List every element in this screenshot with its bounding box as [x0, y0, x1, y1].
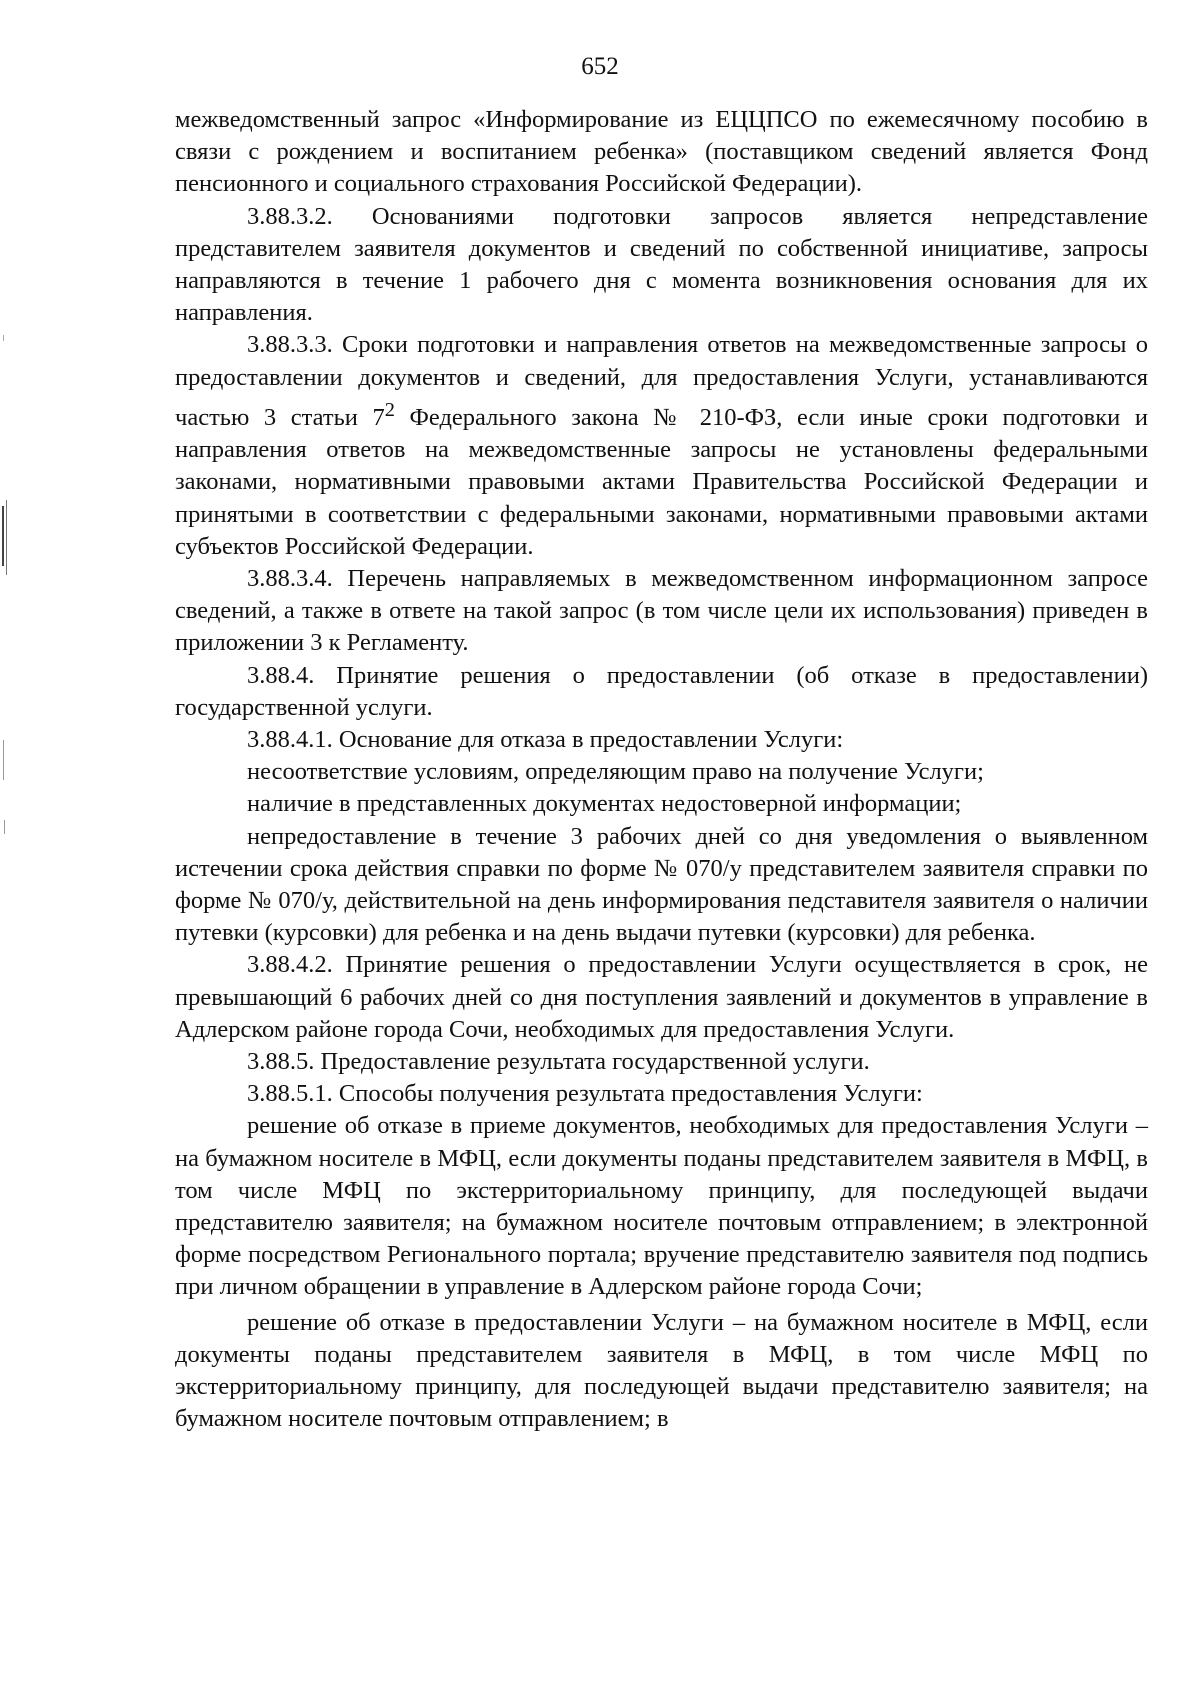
paragraph-3-88-5: 3.88.5. Предоставление результата государственной услуги. — [247, 1048, 870, 1076]
refusal-ground-2: наличие в представленных документах недостоверной информации; — [247, 790, 962, 818]
paragraph-3-88-3-4: 3.88.3.4. Перечень направляемых в межведомственном информационном запросе сведений, а также в ответе на такой запрос (в том числе цели их использования) приведен в приложении 3 к Регламенту. — [175, 565, 1148, 657]
paragraph-3-88-3-3-part-2: Федерального закона № 210-ФЗ, если иные сроки подготовки и направления ответов на межведомственные запросы не установлены федеральными законами, нормативными правовыми актами Правительства Российской Федерации и принятыми в соответствии с федеральными законами, нормативными правовыми актами субъектов Российской Федерации. — [175, 403, 1148, 560]
scan-edge-mark — [3, 740, 4, 780]
refusal-ground-3: непредоставление в течение 3 рабочих дней со дня уведомления о выявленном истечении срока действия справки по форме № 070/у представителем заявителя справки по форме № 070/у, действительной на день информирования педставителя заявителя о наличии путевки (курсовки) для ребенка и на день выдачи путевки (курсовки) для ребенка. — [175, 822, 1148, 947]
scan-edge-mark — [2, 506, 4, 566]
paragraph-3-88-4-1: 3.88.4.1. Основание для отказа в предоставлении Услуги: — [247, 726, 844, 754]
paragraph-3-88-5-1: 3.88.5.1. Способы получения результата предоставления Услуги: — [247, 1080, 923, 1108]
refusal-ground-1: несоответствие условиям, определяющим право на получение Услуги; — [247, 758, 984, 786]
scan-edge-mark — [6, 500, 7, 575]
result-method-refusal-provision: решение об отказе в предоставлении Услуги – на бумажном носителе в МФЦ, если документы поданы представителем заявителя в МФЦ, в том числе МФЦ по экстерриториальному принципу, для последующей выдачи представителю заявителя; на бумажном носителе почтовым отправлением; в — [175, 1308, 1148, 1433]
paragraph-3-88-3-2: 3.88.3.2. Основаниями подготовки запросов является непредставление представителем заявителя документов и сведений по собственной инициативе, запросы направляются в течение 1 рабочего дня с момента возникновения основания для их направления. — [175, 202, 1148, 327]
paragraph-intro-continuation: межведомственный запрос «Информирование из ЕЦЦПСО по ежемесячному пособию в связи с рождением и воспитанием ребенка» (поставщиком сведений является Фонд пенсионного и социального страхования Российской Федерации). — [175, 106, 1148, 198]
paragraph-3-88-4-2: 3.88.4.2. Принятие решения о предоставлении Услуги осуществляется в срок, не превышающий 6 рабочих дней со дня поступления заявлений и документов в управление в Адлерском районе города Сочи, необходимых для предоставления Услуги. — [175, 951, 1148, 1043]
paragraph-3-88-3-3-part-1: 3.88.3.3. Сроки подготовки и направления ответов на межведомственные запросы о предоставлении документов и сведений, для предоставления Услуги, устанавливаются частью 3 статьи 7 — [175, 331, 1148, 431]
paragraph-3-88-3-3 — [175, 329, 1148, 563]
scan-edge-mark — [4, 820, 5, 834]
document-body — [175, 104, 1148, 1435]
result-method-refusal-acceptance: решение об отказе в приеме документов, необходимых для предоставления Услуги – на бумажном носителе в МФЦ, если документы поданы представителем заявителя в МФЦ, в том числе МФЦ по экстерриториальному принципу, для последующей выдачи представителю заявителя; на бумажном носителе почтовым отправлением; в электронной форме посредством Регионального портала; вручение представителю заявителя под подпись при личном обращении в управление в Адлерском районе города Сочи; — [175, 1112, 1148, 1301]
page-number: 652 — [581, 53, 619, 80]
paragraph-3-88-4: 3.88.4. Принятие решения о предоставлении (об отказе в предоставлении) государственной услуги. — [175, 661, 1148, 721]
scan-edge-mark — [3, 335, 4, 341]
article-superscript: 2 — [384, 398, 395, 421]
